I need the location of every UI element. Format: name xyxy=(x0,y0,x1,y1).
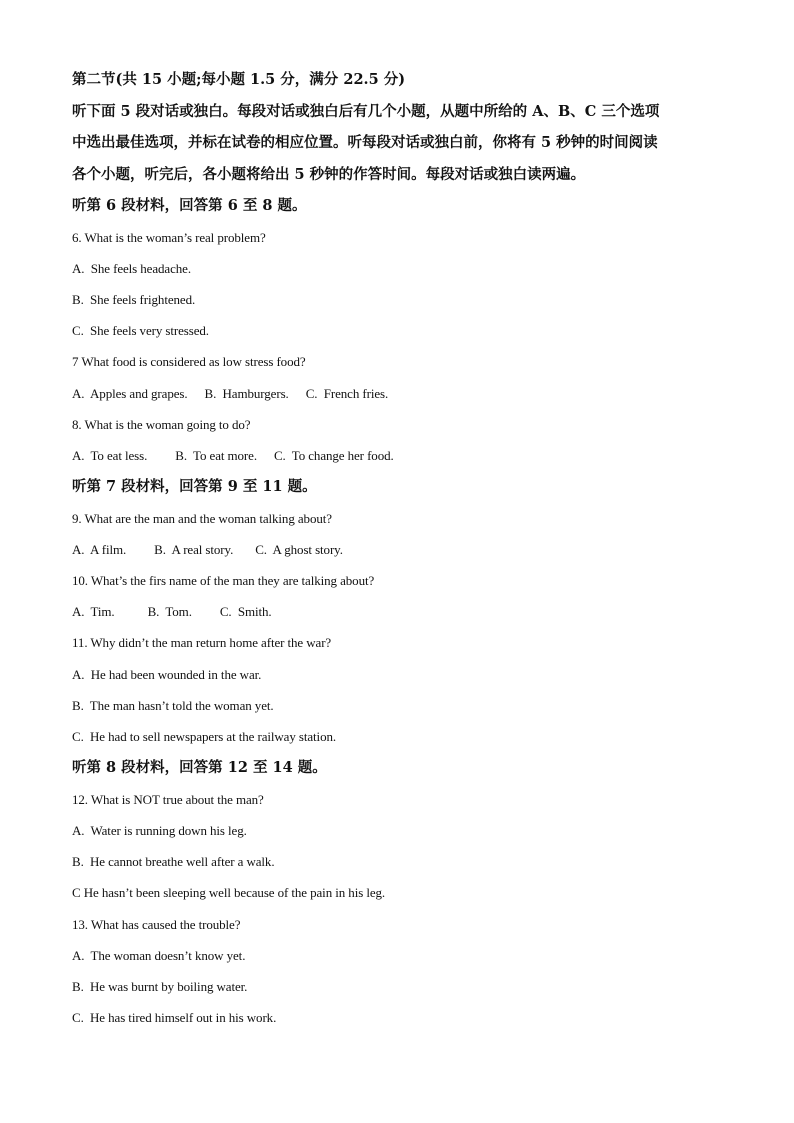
option-13c: C. He has tired himself out in his work. xyxy=(72,1010,277,1026)
section-heading: 第二节(共 15 小题;每小题 1.5 分，满分 22.5 分) xyxy=(72,71,406,88)
group-title-7: 听第 7 段材料，回答第 9 至 11 题。 xyxy=(72,478,317,496)
instructions-line-3: 各个小题，听完后，各小题将给出 5 秒钟的作答时间。每段对话或独白读两遍。 xyxy=(72,165,586,183)
option-12a: A. Water is running down his leg. xyxy=(72,822,247,838)
option-8c: C. To change her food. xyxy=(273,447,394,463)
options-row-8 xyxy=(72,440,722,471)
options-row-7 xyxy=(72,378,722,409)
option-9c: C. A ghost story. xyxy=(255,541,343,557)
question-stem-8: 8. What is the woman going to do? xyxy=(72,416,251,432)
question-stem-6: 6. What is the woman’s real problem? xyxy=(72,229,266,245)
option-12c: C He hasn’t been sleeping well because of the pain in his leg. xyxy=(72,885,386,901)
option-6b: B. She feels frightened. xyxy=(72,291,196,307)
question-stem-9: 9. What are the man and the woman talking about? xyxy=(72,510,332,526)
option-7c: C. French fries. xyxy=(305,385,389,401)
option-8b: B. To eat more. xyxy=(175,447,257,463)
option-13a: A. The woman doesn’t know yet. xyxy=(72,947,246,963)
exam-page xyxy=(72,64,722,1033)
option-11b: B. The man hasn’t told the woman yet. xyxy=(72,697,274,713)
group-title-6: 听第 6 段材料，回答第 6 至 8 题。 xyxy=(72,197,307,214)
instructions-line-2: 中选出最佳选项，并标在试卷的相应位置。听每段对话或独白前，你将有 5 秒钟的时间阅读 xyxy=(72,134,658,151)
option-10b: B. Tom. xyxy=(147,604,192,620)
option-6a: A. She feels headache. xyxy=(72,260,191,276)
option-9a: A. A film. xyxy=(72,541,127,557)
option-7b: B. Hamburgers. xyxy=(204,385,289,401)
group-title-8: 听第 8 段材料，回答第 12 至 14 题。 xyxy=(72,759,327,777)
option-11c: C. He had to sell newspapers at the railway station. xyxy=(72,729,337,745)
question-stem-12: 12. What is NOT true about the man? xyxy=(72,791,264,807)
option-10c: C. Smith. xyxy=(219,604,272,620)
question-stem-13: 13. What has caused the trouble? xyxy=(72,916,241,932)
question-stem-10: 10. What’s the firs name of the man they are talking about? xyxy=(72,573,375,589)
option-11a: A. He had been wounded in the war. xyxy=(72,666,262,682)
question-stem-11: 11. Why didn’t the man return home after the war? xyxy=(72,635,332,651)
option-8a: A. To eat less. xyxy=(72,447,148,463)
options-row-10 xyxy=(72,596,722,627)
option-6c: C. She feels very stressed. xyxy=(72,323,209,339)
option-7a: A. Apples and grapes. xyxy=(72,385,188,401)
option-10a: A. Tim. xyxy=(72,604,115,620)
option-12b: B. He cannot breathe well after a walk. xyxy=(72,854,275,870)
option-9b: B. A real story. xyxy=(154,541,234,557)
instructions-line-1: 听下面 5 段对话或独白。每段对话或独白后有几个小题，从题中所给的 A、B、C 三个选项 xyxy=(72,102,660,120)
question-stem-7: 7 What food is considered as low stress food? xyxy=(72,354,306,370)
options-row-9 xyxy=(72,534,722,565)
option-13b: B. He was burnt by boiling water. xyxy=(72,978,248,994)
